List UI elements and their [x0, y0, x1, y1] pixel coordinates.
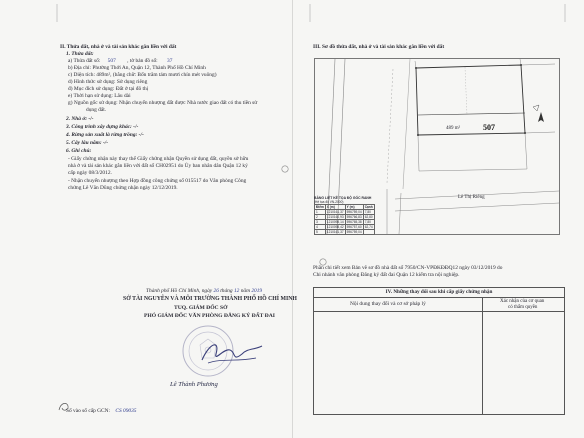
note-line: - Giấy chứng nhận này thay thế Giấy chứng nhận Quyền sử dụng đất, quyền sở hữu: [68, 156, 249, 162]
coords-cell: 7,80: [363, 220, 374, 225]
sheet-label: , tờ bản đồ số:: [127, 58, 158, 64]
parcel-line: [68, 58, 172, 65]
entry-label: Số vào sổ cấp GCN:: [66, 408, 111, 414]
coords-subtitle: (Hệ tọa độ VN-2000): [314, 200, 344, 204]
coords-cell: 596765,38: [346, 220, 362, 224]
agency-name: SỞ TÀI NGUYÊN VÀ MÔI TRƯỜNG THÀNH PHỐ HỒ CHÍ MINH: [123, 296, 297, 302]
construction-heading: 3. Công trình xây dựng khác: -/-: [66, 124, 139, 130]
changes-table-title: IV. Những thay đổi sau khi cấp giấy chứng nhận: [314, 288, 564, 298]
entry-number: CS 09035: [115, 408, 137, 414]
note-line: - Nhận chuyển nhượng theo Hợp đồng công chứng số 015517 do Văn phòng Công: [68, 178, 247, 184]
sign-month-label: tháng: [220, 288, 233, 294]
deputy-title: PHÓ GIÁM ĐỐC VĂN PHÒNG ĐĂNG KÝ ĐẤT ĐAI: [144, 313, 275, 319]
detail-note-2: Chi nhánh văn phòng Đăng ký đất đai Quận 12 kiểm tra nội nghiệp.: [313, 272, 460, 278]
parcel-area-label: 489 m²: [446, 126, 461, 131]
coords-cell: Cạnh: [364, 205, 373, 209]
coords-cell: 1210160,93: [326, 215, 344, 219]
sign-month: 12: [233, 288, 240, 294]
coords-cell: 1210098,14: [326, 220, 344, 224]
table-divider: [314, 311, 564, 312]
changes-table: [313, 287, 565, 415]
coords-cell: 596766,83: [346, 215, 362, 219]
sign-year-label: năm: [240, 288, 250, 294]
section-title-map: III. Sơ đồ thửa đất, nhà ở và tài sản khác gắn liền với đất: [313, 44, 445, 50]
note-line: chứng Lê Văn Dũng chứng nhận ngày 12/12/2019.: [68, 185, 178, 191]
coords-title: BẢNG LIỆT KÊ TỌA ĐỘ GÓC RANH: [314, 196, 372, 200]
purpose-line: đ) Mục đích sử dụng: Đất ở tại đô thị: [68, 86, 149, 92]
perennial-heading: 5. Cây lâu năm: -/-: [66, 140, 109, 146]
origin-line: g) Nguồn gốc sử dụng: Nhận chuyển nhượng đất được Nhà nước giao đất có thu tiền sử: [68, 100, 258, 106]
coords-cell: 3: [315, 220, 326, 225]
coords-cell: 4: [315, 225, 326, 230]
usage-form-line: d) Hình thức sử dụng: Sử dụng riêng: [68, 79, 148, 85]
coords-cell: 596757,60: [346, 225, 362, 229]
coords-cell: 1: [315, 210, 326, 215]
area-line: c) Diện tích: 489m², (bằng chữ: Bốn trăm tám mươi chín mét vuông): [68, 72, 217, 78]
coords-cell: [363, 230, 374, 235]
sign-day: 26: [213, 288, 219, 294]
coords-cell: 5: [315, 230, 326, 235]
table-divider: [482, 297, 483, 414]
signer-name: Lê Thành Phương: [170, 381, 218, 388]
road-label: Lê Thị Riêng: [458, 195, 485, 200]
coords-cell: 1210161,37: [326, 210, 344, 214]
coords-cell: 62,80: [364, 215, 373, 219]
address-line: b) Địa chỉ: Phường Thới An, Quận 12, Thành Phố Hồ Chí Minh: [68, 65, 206, 71]
land-heading: 1. Thửa đất:: [66, 51, 94, 57]
house-heading: 2. Nhà ở: -/-: [66, 116, 94, 122]
parcel-number: 507: [107, 58, 116, 64]
on-behalf-line: TUQ. GIÁM ĐỐC SỞ: [174, 305, 228, 311]
coords-cell: 1210161,37: [326, 230, 344, 234]
origin-line-2: dụng đất.: [86, 107, 107, 113]
coords-cell: 1210098,42: [326, 225, 344, 229]
hole-mark: [280, 164, 290, 174]
sign-year: 2019: [251, 288, 263, 294]
handwritten-signature: [196, 336, 270, 370]
coords-cell: X (m): [325, 205, 345, 210]
col-header-approval: Xác nhận của cơ quan: [500, 299, 545, 304]
coordinates-table: [314, 196, 373, 235]
note-line: cấp ngày 08/3/2012.: [68, 170, 112, 176]
sign-date: [146, 288, 262, 295]
notes-heading: 6. Ghi chú:: [66, 148, 92, 154]
term-line: e) Thời hạn sử dụng: Lâu dài: [68, 93, 131, 99]
col-header-content: Nội dung thay đổi và cơ sở pháp lý: [350, 301, 426, 307]
coords-cell: 596759,04: [346, 230, 362, 234]
coords-cell: 62,74: [364, 225, 373, 229]
coords-cell: 2: [315, 215, 326, 220]
detail-note-1: Phần chi tiết xem Bản vẽ sơ đồ nhà đất số 7950/CN-VPĐKĐĐQ12 ngày 03/12/2019 do: [313, 265, 503, 271]
note-line: nhà ở và tài sản khác gắn liền với đất số CH02951 do Ủy ban nhân dân Quận 12 ký: [68, 163, 248, 169]
coords-cell: 7,80: [363, 210, 374, 215]
col-header-approval-2: có thẩm quyền: [508, 305, 538, 310]
entry-line: [66, 408, 137, 415]
north-arrow-icon: [536, 112, 546, 126]
sheet-number: 37: [167, 58, 173, 64]
coords-row: [315, 230, 375, 235]
coords-cell: Điểm: [316, 205, 324, 209]
section-title-land: II. Thửa đất, nhà ở và tài sản khác gắn liền với đất: [60, 44, 177, 50]
forest-heading: 4. Rừng sản xuất là rừng trồng: -/-: [66, 132, 144, 138]
parcel-map-label: 507: [483, 123, 495, 132]
coords-cell: 596759,04: [346, 210, 362, 214]
parcel-label: a) Thửa đất số:: [68, 58, 101, 64]
coords-cell: Y (m): [345, 205, 363, 210]
sign-date-prefix: Thành phố Hồ Chí Minh, ngày: [146, 288, 213, 294]
coords-grid: [314, 204, 375, 235]
